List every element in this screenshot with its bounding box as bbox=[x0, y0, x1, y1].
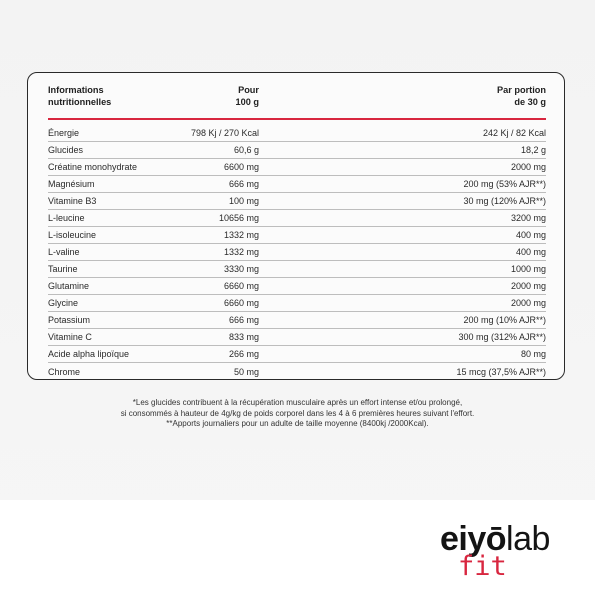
row-name: Vitamine B3 bbox=[48, 196, 97, 206]
footnote-line-1: *Les glucides contribuent à la récupération musculaire après un effort intense et/ou prolongé, bbox=[132, 398, 463, 407]
header-nutrition-info bbox=[48, 85, 111, 108]
header-divider bbox=[48, 118, 546, 120]
table-row bbox=[48, 295, 546, 312]
row-per-portion: 2000 mg bbox=[510, 162, 546, 172]
table-row bbox=[48, 346, 546, 363]
row-per-portion: 18,2 g bbox=[520, 145, 546, 155]
row-per-100g: 6660 mg bbox=[223, 298, 259, 308]
brand-logo bbox=[440, 522, 580, 582]
row-per-100g: 666 mg bbox=[228, 179, 259, 189]
row-per-portion: 15 mcg (37,5% AJR**) bbox=[456, 366, 546, 377]
row-name: Chrome bbox=[48, 366, 81, 377]
row-per-portion: 1000 mg bbox=[510, 264, 546, 274]
row-per-100g: 798 Kj / 270 Kcal bbox=[190, 128, 259, 138]
row-name: Créatine monohydrate bbox=[48, 162, 138, 172]
row-per-portion: 30 mg (120% AJR**) bbox=[463, 196, 546, 206]
row-name: L-isoleucine bbox=[48, 230, 97, 240]
logo-fit: fit bbox=[458, 551, 507, 582]
header-col3-line1: Par portion bbox=[496, 85, 546, 95]
header-col2-line2: 100 g bbox=[235, 96, 259, 107]
table-row bbox=[48, 125, 546, 142]
header-col1-line1: Informations bbox=[48, 85, 104, 95]
logo-eiyo: eiyō bbox=[440, 520, 507, 558]
row-name: Acide alpha lipoïque bbox=[48, 349, 130, 359]
row-per-100g: 3330 mg bbox=[223, 264, 259, 274]
row-per-100g: 833 mg bbox=[228, 332, 259, 342]
footnotes bbox=[0, 398, 595, 430]
header-per-portion bbox=[497, 85, 546, 108]
nutrition-table bbox=[27, 72, 565, 380]
row-per-100g: 6600 mg bbox=[223, 162, 259, 172]
footnote-line-3: **Apports journaliers pour un adulte de taille moyenne (8400kj /2000Kcal). bbox=[166, 419, 429, 428]
row-per-portion: 400 mg bbox=[515, 247, 546, 257]
row-name: Vitamine C bbox=[48, 332, 92, 342]
row-name: Énergie bbox=[48, 128, 80, 138]
row-per-portion: 3200 mg bbox=[510, 213, 546, 223]
header-col2-line1: Pour bbox=[238, 85, 259, 95]
row-per-100g: 1332 mg bbox=[223, 247, 259, 257]
row-per-portion: 300 mg (312% AJR**) bbox=[458, 332, 546, 342]
header-col3-line2: de 30 g bbox=[514, 96, 546, 107]
table-row bbox=[48, 312, 546, 329]
table-row bbox=[48, 210, 546, 227]
row-per-100g: 60,6 g bbox=[233, 145, 259, 155]
row-per-100g: 266 mg bbox=[228, 349, 259, 359]
row-name: Glycine bbox=[48, 298, 79, 308]
footnote-line-2: si consommés à hauteur de 4g/kg de poids corporel dans les 4 à 6 premières heures suivant l'effort. bbox=[120, 408, 475, 418]
logo-lab: lab bbox=[506, 520, 550, 558]
table-row bbox=[48, 193, 546, 210]
row-per-portion: 2000 mg bbox=[510, 298, 546, 308]
row-per-portion: 2000 mg bbox=[510, 281, 546, 291]
row-name: Taurine bbox=[48, 264, 78, 274]
table-row bbox=[48, 244, 546, 261]
table-row bbox=[48, 227, 546, 244]
table-row bbox=[48, 176, 546, 193]
row-per-portion: 80 mg bbox=[520, 349, 546, 359]
row-per-100g: 50 mg bbox=[233, 366, 259, 377]
row-name: Glucides bbox=[48, 145, 84, 155]
table-row bbox=[48, 142, 546, 159]
row-per-portion: 242 Kj / 82 Kcal bbox=[482, 128, 546, 138]
table-row bbox=[48, 329, 546, 346]
row-per-100g: 10656 mg bbox=[218, 213, 259, 223]
table-row bbox=[48, 159, 546, 176]
row-per-portion: 200 mg (53% AJR**) bbox=[463, 179, 546, 189]
row-name: Potassium bbox=[48, 315, 91, 325]
row-per-100g: 100 mg bbox=[228, 196, 259, 206]
row-name: Glutamine bbox=[48, 281, 90, 291]
row-name: L-valine bbox=[48, 247, 80, 257]
row-per-100g: 1332 mg bbox=[223, 230, 259, 240]
row-name: L-leucine bbox=[48, 213, 85, 223]
row-per-100g: 6660 mg bbox=[223, 281, 259, 291]
row-per-portion: 200 mg (10% AJR**) bbox=[463, 315, 546, 325]
table-row bbox=[48, 278, 546, 295]
row-name: Magnésium bbox=[48, 179, 95, 189]
table-body bbox=[48, 125, 546, 380]
header-per-100g bbox=[208, 85, 259, 108]
table-row bbox=[48, 261, 546, 278]
row-per-100g: 666 mg bbox=[228, 315, 259, 325]
table-row bbox=[48, 363, 546, 380]
header-col1-line2: nutritionnelles bbox=[48, 96, 112, 107]
row-per-portion: 400 mg bbox=[515, 230, 546, 240]
